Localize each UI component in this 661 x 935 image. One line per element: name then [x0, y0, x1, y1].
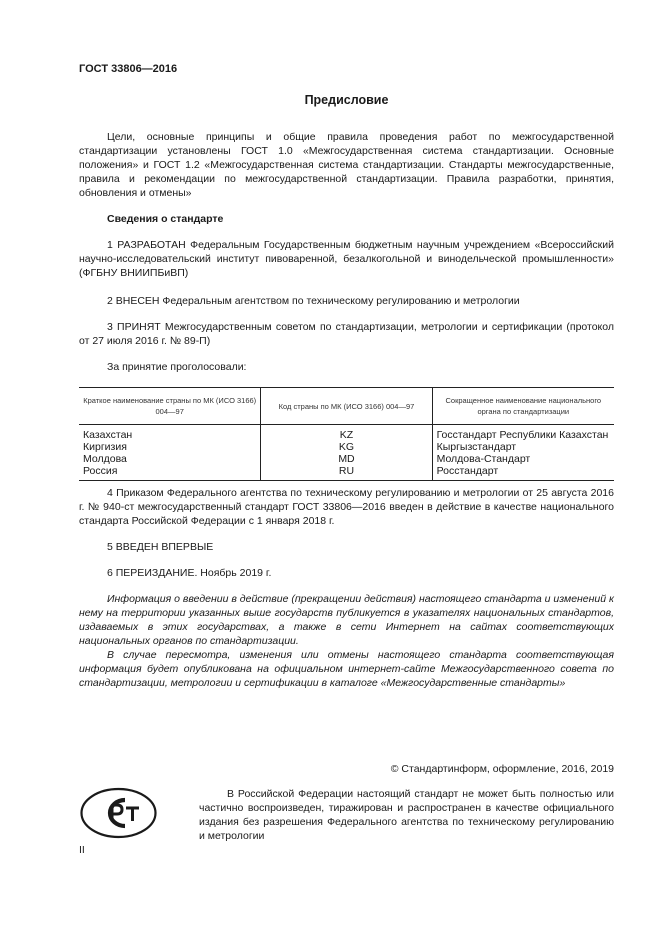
section-heading: Сведения о стандарте [107, 213, 224, 225]
country-code: MD [261, 453, 432, 465]
header-country-code: Код страны по МК (ИСО 3166) 004—97 [261, 388, 432, 425]
vote-intro: За принятие проголосовали: [107, 361, 247, 373]
table-row [79, 441, 614, 453]
item-adopted: 3 ПРИНЯТ Межгосударственным советом по стандартизации, метрологии и сертификации (протокол от 27 июля 2016 г. № 89-П) [79, 321, 614, 347]
italic-note-revision: В случае пересмотра, изменения или отмены настоящего стандарта соответствующая информация будет опубликована на официальном интернет-сайте Межгосударственного совета по стандартизации, метрологии и сертификации в каталоге «Межгосударственные стандарты» [79, 649, 614, 689]
table-row [79, 425, 614, 442]
item-reissue: 6 ПЕРЕИЗДАНИЕ. Ноябрь 2019 г. [107, 567, 272, 579]
country-code: RU [261, 465, 432, 481]
rst-certification-mark-icon [79, 787, 158, 839]
item-introduced: 2 ВНЕСЕН Федеральным агентством по техническому регулированию и метрологии [107, 295, 520, 307]
standards-body: Молдова-Стандарт [432, 453, 614, 465]
table-row [79, 465, 614, 481]
voting-countries-table [79, 387, 614, 481]
standards-body: Кыргызстандарт [432, 441, 614, 453]
country-name: Киргизия [83, 441, 127, 453]
country-name: Казахстан [83, 429, 133, 441]
intro-paragraph: Цели, основные принципы и общие правила проведения работ по межгосударственной стандартизации установлены ГОСТ 1.0 «Межгосударственная система стандартизации. Основные положения» и ГОСТ 1.2 «Межгосударственная система стандартизации. Стандарты межгосударственные, правила и рекомендации по межгосударственной стандартизации. Правила разработки, принятия, обновления и отмены» [79, 131, 614, 199]
item-order: 4 Приказом Федерального агентства по техническому регулированию и метрологии от 25 августа 2016 г. № 940-ст межгосударственный стандарт ГОСТ 33806—2016 введен в действие в качестве национального стандарта Российской Федерации с 1 января 2018 г. [79, 487, 614, 527]
country-name: Россия [79, 465, 261, 481]
standards-body: Росстандарт [432, 465, 614, 481]
item-first-introduced: 5 ВВЕДЕН ВПЕРВЫЕ [107, 541, 214, 553]
page-title: Предисловие [304, 93, 389, 107]
table-header-row [79, 388, 614, 425]
country-code: KG [261, 441, 432, 453]
page-number: II [79, 844, 85, 856]
standards-body: Госстандарт Республики Казахстан [432, 425, 614, 442]
item-developed: 1 РАЗРАБОТАН Федеральным Государственным бюджетным научным учреждением «Всероссийский научно-исследовательский институт пивоваренной, безалкогольной и винодельческой промышленности» (ФГБНУ ВНИИПБиВП) [79, 239, 614, 279]
document-id-header: ГОСТ 33806—2016 [79, 63, 178, 75]
copyright-line: © Стандартинформ, оформление, 2016, 2019 [390, 763, 614, 775]
reproduction-notice: В Российской Федерации настоящий стандарт не может быть полностью или частично воспроизведен, тиражирован и распространен в качестве официального издания без разрешения Федерального агентства по техническому регулированию и метрологии [199, 788, 614, 842]
table-row [79, 453, 614, 465]
italic-note-effect: Информация о введении в действие (прекращении действия) настоящего стандарта и изменений к нему на территории указанных выше государств публикуется в указателях национальных стандартов, издаваемых в этих государствах, а также в сети Интернет на сайтах соответствующих национальных органов по стандартизации. [79, 593, 614, 647]
country-name: Молдова [83, 453, 127, 465]
header-standards-body: Сокращенное наименование национального органа по стандартизации [432, 388, 614, 425]
country-code: KZ [261, 425, 432, 442]
header-country-name: Краткое наименование страны по МК (ИСО 3166) 004—97 [79, 388, 261, 425]
